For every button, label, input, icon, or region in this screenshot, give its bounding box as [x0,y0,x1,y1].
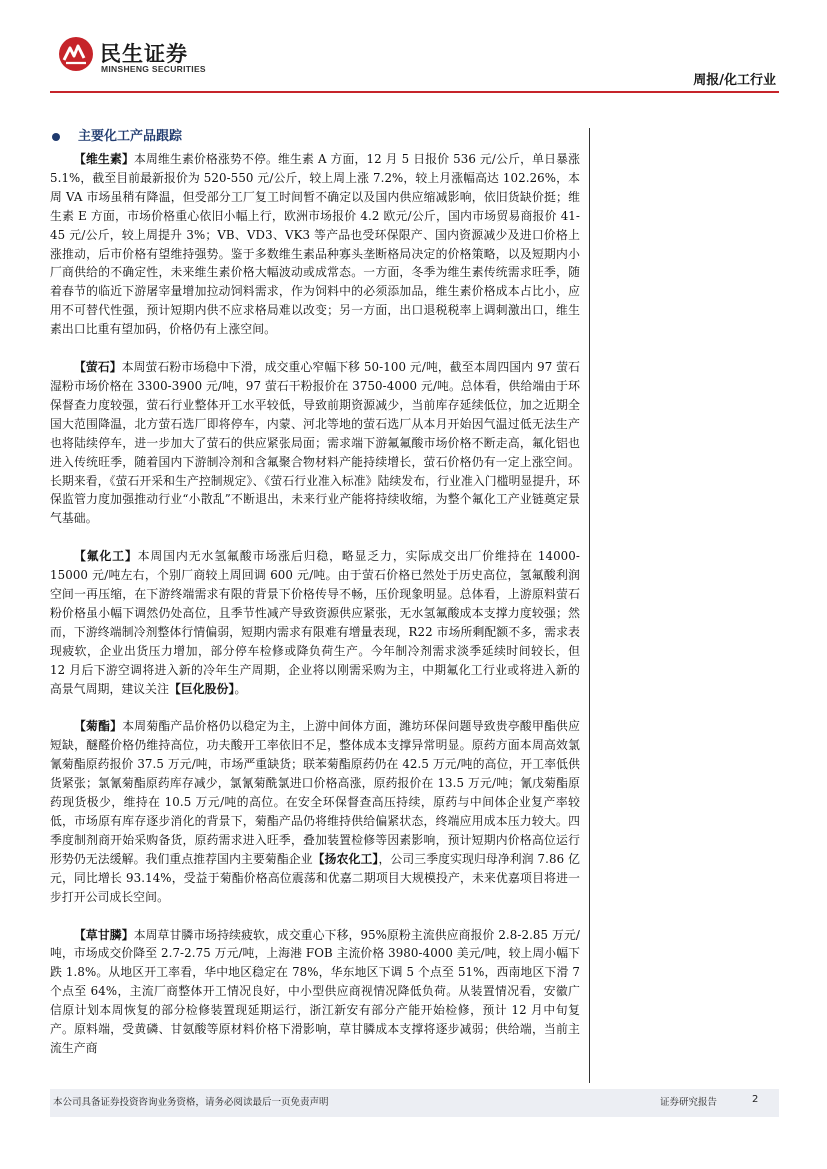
paragraph-tail: ，公司三季度实现归母净利润 7.86 亿元，同比增长 93.14%，受益于菊酯价格高位震荡和优嘉二期项目大规模投产，未来优嘉项目将进一步打开公司成长空间。 [50,851,581,904]
paragraph-tail: 。 [234,681,247,696]
paragraph-body: 本周国内无水氢氟酸市场涨后归稳，略显乏力，实际成交出厂价维持在 14000-15000 元/吨左右，个别厂商较上周回调 600 元/吨。由于萤石价格已然处于历史高位，氢氟酸利润空间一再压缩，在下游终端需求有限的背景下价格传导不畅，压价现象明显。总体看，上游原料萤石粉价格虽小幅下调然仍处高位，且季节性减产导致资源供应紧张，无水氢氟酸成本支撑力度较强；然而，下游终端制冷剂整体行情偏弱，短期内需求有限难有增量表现，R22 市场所剩配额不多，需求表现疲软，企业出货压力增加，部分停车检修或降负荷生产。今年制冷剂需求淡季延续时间较长，但 12 月后下游空调将进入新的冷年生产周期，企业将以刚需采购为主，中期氟化工行业或将进入新的高景气周期，建议关注 [50,549,580,696]
section-heading [50,128,580,146]
paragraph-tag: 【维生素】 [74,152,134,166]
section-title-text: 主要化工产品跟踪 [78,129,183,144]
page-number: 2 [752,1094,759,1105]
paragraph-tag: 【萤石】 [74,360,122,375]
paragraph-body: 本周草甘膦市场持续疲软，成交重心下移，95%原粉主流供应商报价 2.8-2.85 万元/吨，市场成交价降至 2.7-2.75 万元/吨，上海港 FOB 主流价格 3980-4000 美元/吨，较上周小幅下跌 1.8%。从地区开工率看，华中地区稳定在 78%，华东地区下调 5 个点至 51%，西南地区下滑 7 个点至 64%，主流厂商整体开工情况良好，中小型供应商视情况降低负荷。从装置情况看，安徽广信原计划本周恢复的部分检修装置现延期运行，浙江新安有部分产能开始检修，预计 12 月中旬复产。原料端，受黄磷、甘氨酸等原材料价格下滑影响，草甘膦成本支撑将逐步减弱；供给端，当前主流生产商 [50,927,580,1055]
paragraph-tag: 【菊酯】 [74,719,123,734]
page-header [0,0,827,95]
header-divider [50,91,779,93]
bullet-icon [52,133,60,141]
paragraph-vitamin [50,150,580,339]
minsheng-logo-icon [58,36,94,72]
stock-highlight: 【巨化股份】 [168,681,235,696]
main-content [50,128,580,1077]
paragraph-tag: 【草甘膦】 [74,927,134,942]
paragraph-pyrethroid [50,717,580,906]
logo-english-name: MINSHENG SECURITIES [101,64,206,74]
report-category: 周报/化工行业 [693,73,776,88]
paragraph-body: 本周维生素价格涨势不停。维生素 A 方面，12 月 5 日报价 536 元/公斤，单日暴涨 5.1%，截至目前最新报价为 520-550 元/公斤，较上周上涨 7.2%，较上月涨幅高达 102.26%，本周 VA 市场虽稍有降温，但受部分工厂复工时间暂不确定以及国内供应缩减影响，依旧货缺价挺；维生素 E 方面，市场价格重心依旧小幅上行，欧洲市场报价 4.2 欧元/公斤，国内市场贸易商报价 41-45 元/公斤，较上周提升 3%；VB、VD3、VK3 等产品也受环保限产、国内资源减少及进口价格上涨推动，后市价格有望维持强势。鉴于多数维生素品种寡头垄断格局决定的价格策略，以及短期内小厂商供给的不确定性，未来维生素价格大幅波动或成常态。一方面，冬季为维生素传统需求旺季，随着春节的临近下游屠宰量增加拉动饲料需求，作为饲料中的必须添加品，维生素价格成本占比小，应用不可替代性强，预计短期内供不应求格局难以改变；另一方面，出口退税税率上调刺激出口，维生素出口比重有望加码，价格仍有上涨空间。 [50,152,580,337]
paragraph-body: 本周菊酯产品价格仍以稳定为主，上游中间体方面，潍坊环保问题导致贵亭酸甲酯供应短缺，醚醛价格仍维持高位，功夫酸开工率依旧不足，整体成本支撑异常明显。原药方面本周高效氯氰菊酯原药报价 37.5 万元/吨，市场严重缺货；联苯菊酯原药仍在 42.5 万元/吨的高位，开工率低供货紧张；氯氰菊酯原药库存减少，氯氰菊酰氯进口价格高涨，原药报价在 13.5 万元/吨；氰戊菊酯原药现货极少，维持在 10.5 万元/吨的高位。在安全环保督查高压持续，原药与中间体企业复产率较低，市场原有库存逐步消化的背景下，菊酯产品仍将维持供给偏紧状态，终端应用成本压力较大。四季度制剂商开始采购备货，原药需求进入旺季，叠加装置检修等因素影响，预计短期内价格高位运行形势仍无法缓解。我们重点推荐国内主要菊酯企业 [50,719,580,866]
sidebar-divider [589,128,590,1083]
paragraph-glyphosate [50,926,580,1058]
footer-disclaimer: 本公司具备证券投资咨询业务资格，请务必阅读最后一页免责声明 [53,1097,329,1108]
footer-report-type: 证券研究报告 [660,1097,718,1108]
paragraph-fluorite [50,358,580,528]
paragraph-body: 本周萤石粉市场稳中下滑，成交重心窄幅下移 50-100 元/吨，截至本周四国内 97 萤石湿粉市场价格在 3300-3900 元/吨，97 萤石干粉报价在 3750-4000 元/吨。总体看，供给端由于环保督查力度较强，萤石行业整体开工水平较低，导致前期资源减少，当前库存延续低位，加之近期全国大范围降温，北方萤石选厂即将停车，内蒙、河北等地的萤石选厂从本月开始因气温过低无法生产也将陆续停车，进一步加大了萤石的供应紧张局面；需求端下游氟氟酸市场价格不断走高，氟化铝也进入传统旺季，随着国内下游制冷剂和含氟聚合物材料产能持续增长，萤石价格仍有一定上涨空间。长期来看，《萤石开采和生产控制规定》、《萤石行业准入标准》陆续发布，行业准入门槛明显提升，环保监管力度加强推动行业“小散乱”不断退出，未来行业产能将持续收缩，为整个氟化工产业链奠定景气基础。 [50,360,580,526]
paragraph-fluorochemical [50,547,580,698]
logo-chinese-name: 民生证券 [100,42,188,66]
paragraph-tag: 【氟化工】 [74,549,138,564]
stock-highlight: 【扬农化工】 [312,851,379,866]
